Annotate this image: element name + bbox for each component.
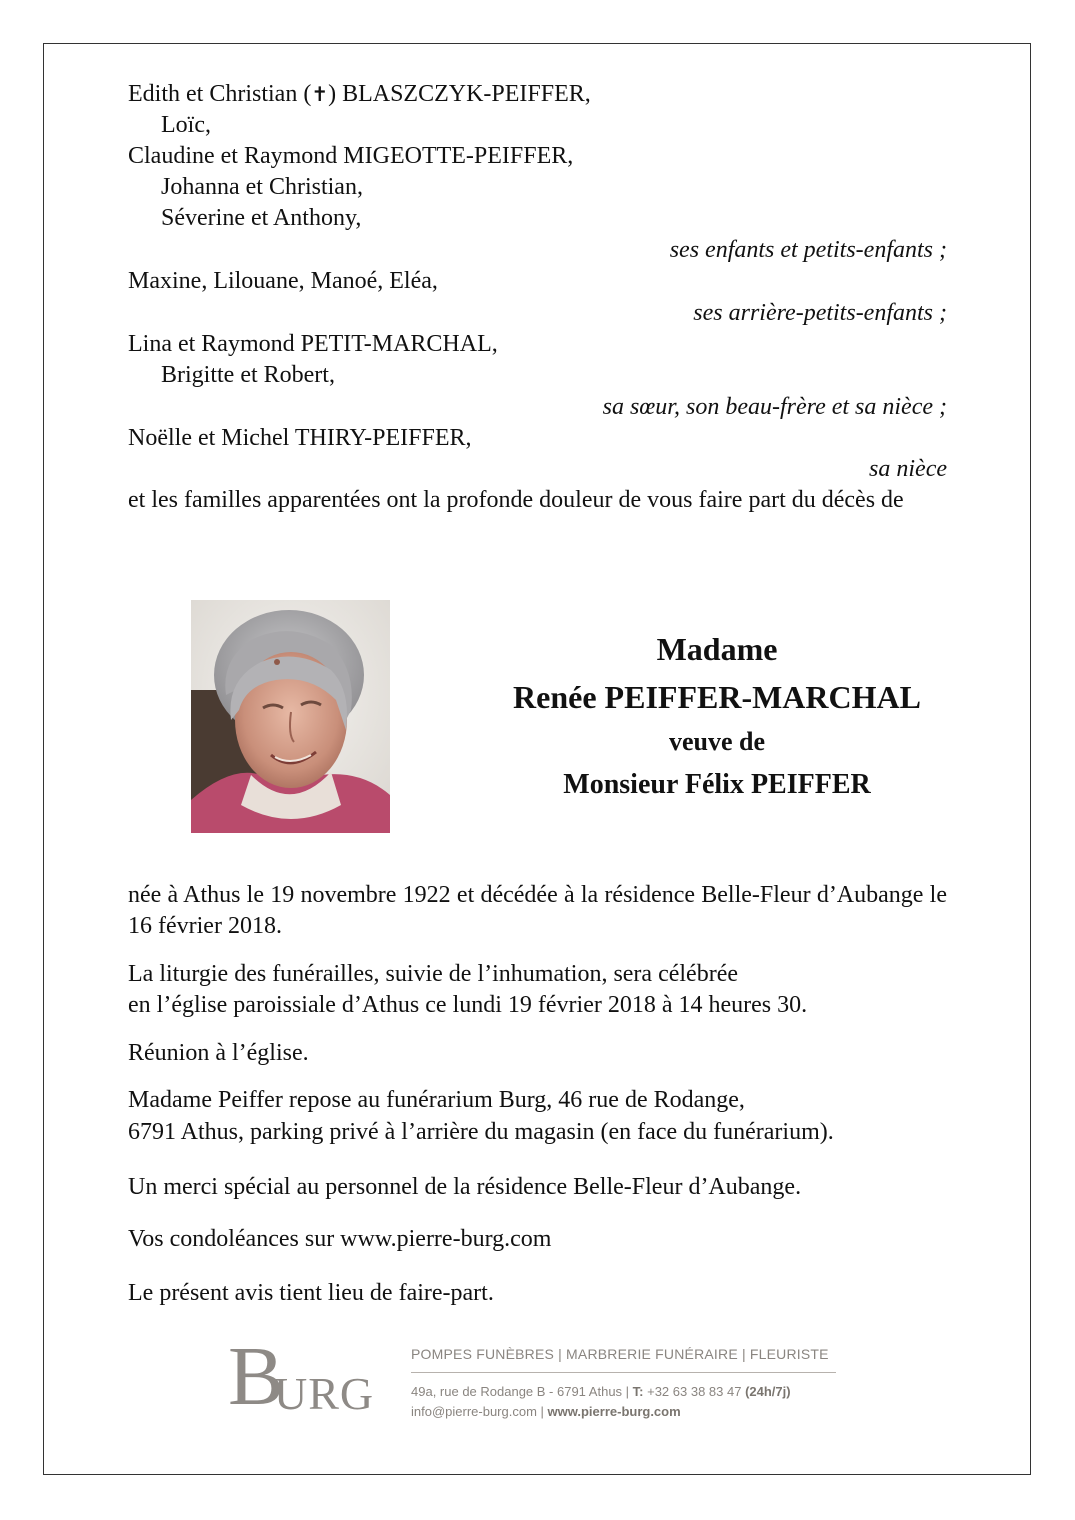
reunion-text: Réunion à l’église. (128, 1040, 309, 1066)
family-line-maxine: Maxine, Lilouane, Manoé, Eléa, (128, 268, 438, 294)
footer-services: POMPES FUNÈBRES | MARBRERIE FUNÉRAIRE | FLEURISTE (411, 1346, 829, 1362)
announcement-text: et les familles apparentées ont la profonde douleur de vous faire part du décès de (128, 487, 904, 513)
family-role-children: ses enfants et petits-enfants ; (669, 237, 947, 263)
family-line-lina: Lina et Raymond PETIT-MARCHAL, (128, 331, 498, 357)
notice-text: Le présent avis tient lieu de faire-part. (128, 1280, 494, 1306)
burg-logo: B URG (228, 1330, 375, 1423)
family-role-great-grandchildren: ses arrière-petits-enfants ; (693, 300, 947, 326)
family-role-sister: sa sœur, son beau-frère et sa nièce ; (602, 394, 947, 420)
repose-line-2: 6791 Athus, parking privé à l’arrière du magasin (en face du funérarium). (128, 1119, 834, 1145)
family-line-loic: Loïc, (161, 112, 211, 138)
thanks-text: Un merci spécial au personnel de la résidence Belle-Fleur d’Aubange. (128, 1174, 802, 1200)
spouse-name: Monsieur Félix PEIFFER (563, 769, 871, 800)
cross-icon: ✝ (311, 82, 329, 106)
family-line-edith: Edith et Christian (✝) BLASZCZYK-PEIFFER, (128, 81, 591, 107)
liturgy-line-1: La liturgie des funérailles, suivie de l’inhumation, sera célébrée (128, 961, 738, 987)
deceased-relation: veuve de (668, 727, 766, 756)
footer-contact (411, 1404, 681, 1419)
deceased-name: Renée PEIFFER-MARCHAL (513, 679, 921, 715)
liturgy-line-2: en l’église paroissiale d’Athus ce lundi 19 février 2018 à 14 heures 30. (128, 992, 808, 1018)
family-role-niece: sa nièce (869, 456, 947, 482)
repose-line-1: Madame Peiffer repose au funérarium Burg, 46 rue de Rodange, (128, 1087, 745, 1113)
condolences-text: Vos condoléances sur www.pierre-burg.com (128, 1226, 552, 1252)
family-line-severine: Séverine et Anthony, (161, 205, 362, 231)
portrait-photo (191, 600, 390, 833)
footer-address: 49a, rue de Rodange B - 6791 Athus | T: +32 63 38 83 47 (24h/7j) (411, 1384, 791, 1399)
family-line-johanna: Johanna et Christian, (161, 174, 363, 200)
footer-website-link[interactable]: www.pierre-burg.com (547, 1404, 681, 1419)
birth-death-text: née à Athus le 19 novembre 1922 et décédée à la résidence Belle-Fleur d’Aubange le 16 février 2018. (128, 882, 947, 939)
deceased-title: Madame (656, 631, 778, 667)
family-line-brigitte: Brigitte et Robert, (161, 362, 335, 388)
footer-divider (411, 1372, 836, 1373)
footer-email[interactable]: info@pierre-burg.com | (411, 1404, 548, 1419)
family-line-noelle: Noëlle et Michel THIRY-PEIFFER, (128, 425, 472, 451)
family-line-claudine: Claudine et Raymond MIGEOTTE-PEIFFER, (128, 143, 574, 169)
